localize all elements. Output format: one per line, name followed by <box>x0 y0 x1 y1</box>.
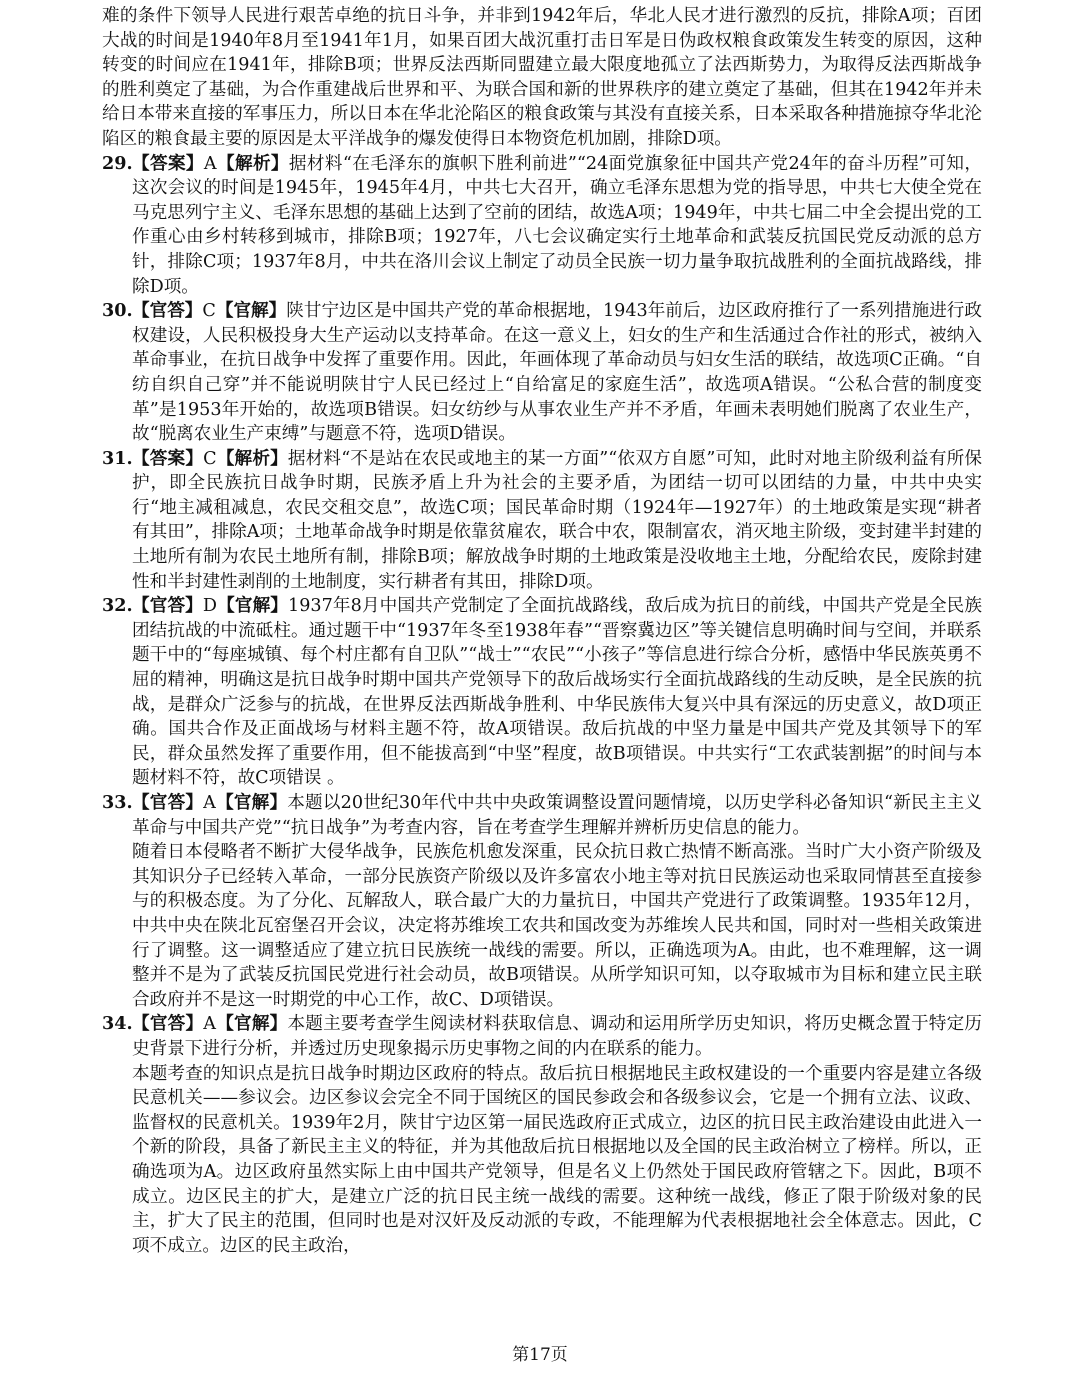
explanation-tag: 【解析】 <box>216 152 289 174</box>
intro-paragraph: 难的条件下领导人民进行艰苦卓绝的抗日斗争，并非到1942年后，华北人民才进行激烈的反抗，排除A项；百团大战的时间是1940年8月至1941年1月，如果百团大战沉重打击日军是日伪政权粮食政策发生转变的原因，这种转变的时间应在1941年，排除B项；世界反法西斯同盟建立最大限度地孤立了法西斯势力，为取得反法西斯战争的胜利奠定了基础，为合作重建战后世界和平、为联合国和新的世界秩序的建立奠定了基础，但其在1942年并未给日本带来直接的军事压力，所以日本在华北沦陷区的粮食政策与其没有直接关系，日本采取各种措施掠夺华北沦陷区的粮食最主要的原因是太平洋战争的爆发使得日本物资危机加剧，排除D项。 <box>102 6 982 149</box>
answer-tag: 【答案】 <box>132 152 204 174</box>
explanation-tag: 【官解】 <box>215 792 288 813</box>
page-number: 第17页 <box>512 1345 568 1365</box>
answer-letter: A <box>203 153 217 174</box>
explanation-paragraph: 随着日本侵略者不断扩大侵华战争，民族危机愈发深重，民众抗日救亡热情不断高涨。当时广大小资产阶级及其知识分子已经转入革命，一部分民族资产阶级以及许多富农小地主等对抗日民族运动也采取同情甚至直接参与的积极态度。为了分化、瓦解敌人，联合最广大的力量抗日，中国共产党进行了政策调整。1935年12月，中共中央在陕北瓦窑堡召开会议，决定将苏维埃工农共和国改变为苏维埃人民共和国，同时对一些相关政策进行了调整。这一调整适应了建立抗日民族统一战线的需要。所以，正确选项为A。由此，也不难理解，这一调整并不是为了武装反抗国民党进行社会动员，故B项错误。从所学知识可知，以夺取城市为目标和建立民主联合政府并不是这一时期党的中心工作，故C、D项错误。 <box>132 842 982 1010</box>
answer-letter: A <box>203 793 216 813</box>
answer-item-30 <box>102 299 982 447</box>
item-number: 29. <box>102 152 133 174</box>
explanation-text: 据材料“在毛泽东的旗帜下胜利前进”“24面党旗象征中国共产党24年的奋斗历程”可知，这次会议的时间是1945年，1945年4月，中共七大召开，确立毛泽东思想为党的指导思，中共七大使全党在马克思列宁主义、毛泽东思想的基础上达到了空前的团结，故选A项；1949年，中共七届二中全会提出党的工作重心由乡村转移到城市，排除B项；1927年，八七会议确定实行土地革命和武装反抗国民党反动派的总方针，排除C项；1937年8月，中共在洛川会议上制定了动员全民族一切力量争取抗战胜利的全面抗战路线，排除D项。 <box>132 153 982 297</box>
explanation-paragraph: 本题考查的知识点是抗日战争时期边区政府的特点。敌后抗日根据地民主政权建设的一个重要内容是建立各级民意机关——参议会。边区参议会完全不同于国统区的国民参政会和各级参议会，它是一个拥有立法、议政、监督权的民意机关。1939年2月，陕甘宁边区第一届民选政府正式成立，边区的抗日民主政治建设由此进入一个新的阶段，具备了新民主主义的特征，并为其他敌后抗日根据地以及全国的民主政治树立了榜样。所以，正确选项为A。边区政府虽然实际上由中国共产党领导，但是名义上仍然处于国民政府管辖之下。因此，B项不成立。边区民主的扩大，是建立广泛的抗日民主统一战线的需要。这种统一战线，修正了限于阶级对象的民主，扩大了民主的范围，但同时也是对汉奸及反动派的专政，不能理解为代表根据地社会全体意志。因此，C项不成立。边区的民主政治， <box>132 1063 982 1256</box>
explanation-text: 据材料“不是站在农民或地主的某一方面”“依双方自愿”可知，此时对地主阶级利益有所保护，即全民族抗日战争时期，民族矛盾上升为社会的主要矛盾，为团结一切可以团结的力量，中共中央实行“地主减租减息，农民交租交息”，故选C项；国民革命时期（1924年—1927年）的土地政策是实现“耕者有其田”，排除A项；土地革命战争时期是依靠贫雇农，联合中农，限制富农，消灭地主阶级，变封建半封建的土地所有制为农民土地所有制，排除B项；解放战争时期的土地政策是没收地主土地，分配给农民，废除封建性和半封建性剥削的土地制度，实行耕者有其田，排除D项。 <box>132 448 982 592</box>
answer-explanations <box>102 4 982 1258</box>
answer-tag: 【官答】 <box>132 300 203 322</box>
answer-item-32 <box>102 594 982 791</box>
explanation-tag: 【官解】 <box>217 595 289 617</box>
answer-item-31 <box>102 447 982 595</box>
explanation-text: 本题主要考查学生阅读材料获取信息、调动和运用所学历史知识，将历史概念置于特定历史背景下进行分析，并透过历史现象揭示历史事物之间的内在联系的能力。 <box>132 1014 982 1059</box>
answer-letter: A <box>203 1014 216 1035</box>
answer-item-33 <box>102 791 982 1012</box>
item-number: 33. <box>102 792 133 813</box>
answer-item-29 <box>102 152 982 300</box>
answer-tag: 【官答】 <box>132 1013 204 1035</box>
explanation-tag: 【官解】 <box>215 300 287 322</box>
answer-letter: C <box>202 301 216 322</box>
explanation-text: 陕甘宁边区是中国共产党的革命根据地，1943年前后，边区政府推行了一系列措施进行政权建设，人民积极投身大生产运动以支持革命。在这一意义上，妇女的生产和生活通过合作社的形式，被纳入革命事业，在抗日战争中发挥了重要作用。因此，年画体现了革命动员与妇女生活的联结，故选项C正确。“自纺自织自己穿”并不能说明陕甘宁人民已经过上“自给富足的家庭生活”，故选项A错误。“公私合营的制度变革”是1953年开始的，故选项B错误。妇女纺纱与从事农业生产并不矛盾，年画未表明她们脱离了农业生产，故“脱离农业生产束缚”与题意不符，选项D错误。 <box>132 301 982 445</box>
answer-tag: 【官答】 <box>132 792 204 813</box>
item-number: 31. <box>102 447 133 469</box>
explanation-text: 1937年8月中国共产党制定了全面抗战路线，敌后成为抗日的前线，中国共产党是全民族团结抗战的中流砥柱。通过题干中“1937年冬至1938年春”“晋察冀边区”等关键信息明确时间与空间，并联系题干中的“每座城镇、每个村庄都有自卫队”“战士”“农民”“小孩子”等信息进行综合分析，感悟中华民族英勇不屈的精神，明确这是抗日战争时期中国共产党领导下的敌后战场实行全面抗战路线的生动反映，是全民族的抗战，是群众广泛参与的抗战，在世界反法西斯战争胜利、中华民族伟大复兴中具有深远的历史意义，故D项正确。国共合作及正面战场与材料主题不符，故A项错误。敌后抗战的中坚力量是中国共产党及其领导下的军民，群众虽然发挥了重要作用，但不能拔高到“中坚”程度，故B项错误。中共实行“工农武装割据”的时间与本题材料不符，故C项错误 。 <box>132 596 982 789</box>
answer-tag: 【官答】 <box>132 595 203 617</box>
explanation-tag: 【解析】 <box>216 447 288 469</box>
item-number: 34. <box>102 1013 133 1035</box>
explanation-text: 本题以20世纪30年代中共中央政策调整设置问题情境，以历史学科必备知识“新民主主义革命与中国共产党”“抗日战争”为考查内容，旨在考查学生理解并辨析历史信息的能力。 <box>132 793 982 838</box>
item-number: 30. <box>102 300 133 322</box>
answer-tag: 【答案】 <box>132 447 204 469</box>
answer-letter: D <box>202 596 217 617</box>
item-number: 32. <box>102 595 133 617</box>
explanation-tag: 【官解】 <box>215 1013 288 1035</box>
answer-letter: C <box>203 448 217 469</box>
answer-item-34 <box>102 1012 982 1258</box>
